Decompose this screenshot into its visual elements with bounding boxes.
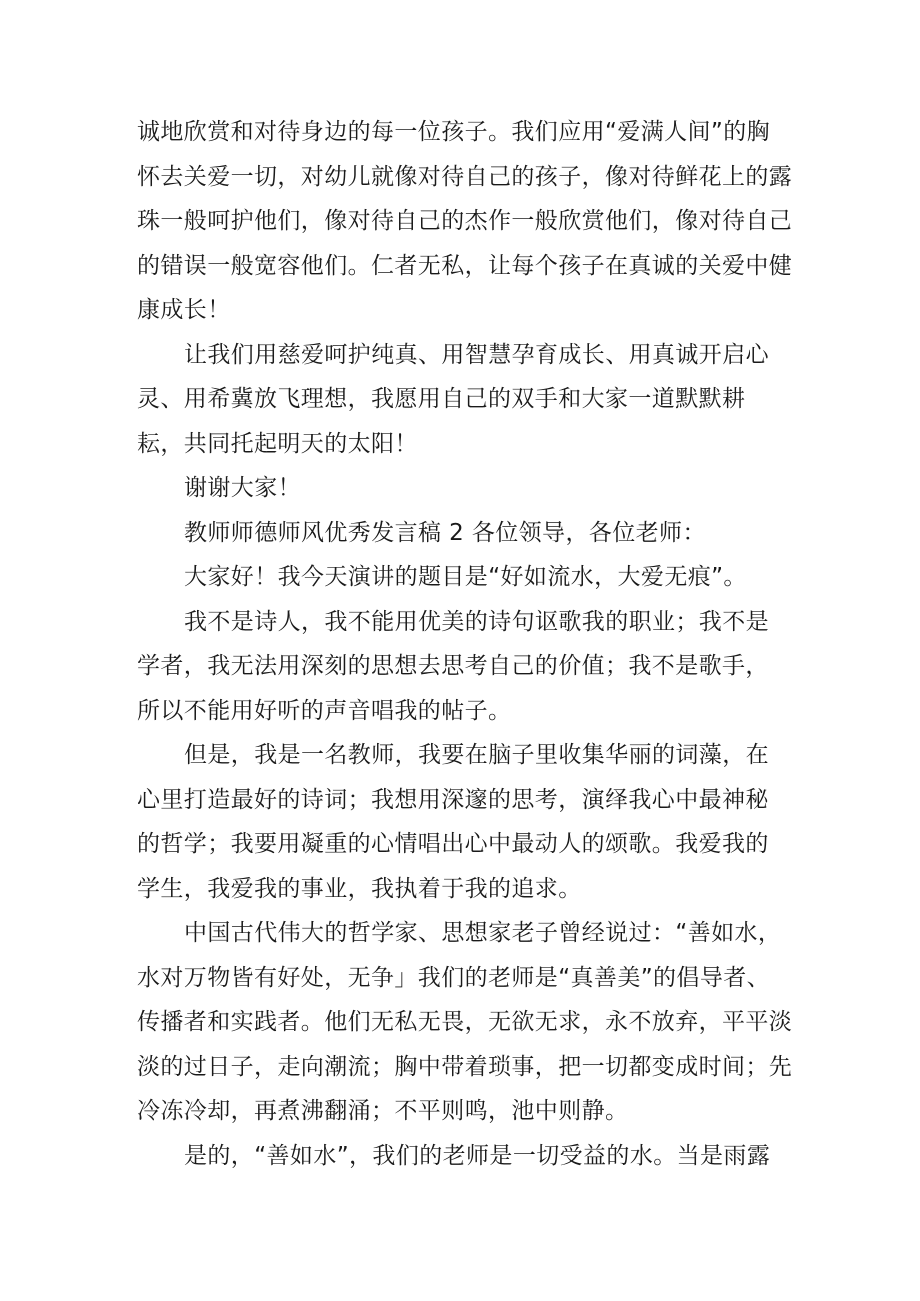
text-line: 是的，“善如水”，我们的老师是一切受益的水。当是雨露 xyxy=(184,1143,771,1169)
text-line: 耘，共同托起明天的太阳！ xyxy=(137,431,418,457)
text-line: 教师师德师风优秀发言稿 2 各位领导，各位老师： xyxy=(184,520,706,546)
text-line: 冷冻冷却，再煮沸翻涌；不平则鸣，池中则静。 xyxy=(137,1098,629,1124)
text-line: 诚地欣赏和对待身边的每一位孩子。我们应用“爱满人间”的胸 xyxy=(137,119,771,145)
text-line: 的错误一般宽容他们。仁者无私，让每个孩子在真诚的关爱中健 xyxy=(137,253,793,279)
text-line: 让我们用慈爱呵护纯真、用智慧孕育成长、用真诚开启心 xyxy=(184,342,769,368)
text-line: 学生，我爱我的事业，我执着于我的追求。 xyxy=(137,876,582,902)
text-line: 珠一般呵护他们，像对待自己的杰作一般欣赏他们，像对待自己 xyxy=(137,208,793,234)
text-line: 传播者和实践者。他们无私无畏，无欲无求，永不放弃，平平淡 xyxy=(137,1009,793,1035)
text-line: 所以不能用好听的声音唱我的帖子。 xyxy=(137,698,512,724)
text-line: 灵、用希冀放飞理想，我愿用自己的双手和大家一道默默耕 xyxy=(137,386,746,412)
text-line: 淡的过日子，走向潮流；胸中带着琐事，把一切都变成时间；先 xyxy=(137,1054,793,1080)
text-line: 水对万物皆有好处，无争」我们的老师是“真善美”的倡导者、 xyxy=(137,965,771,991)
text-line: 心里打造最好的诗词；我想用深邃的思考，演绎我心中最神秘 xyxy=(137,787,769,813)
text-line: 我不是诗人，我不能用优美的诗句讴歌我的职业；我不是 xyxy=(184,609,769,635)
text-line: 大家好！我今天演讲的题目是“好如流水，大爱无痕”。 xyxy=(184,564,747,590)
text-line: 中国古代伟大的哲学家、思想家老子曾经说过：“善如水， xyxy=(184,920,782,946)
text-line: 但是，我是一名教师，我要在脑子里收集华丽的词藻，在 xyxy=(184,742,769,768)
text-line: 谢谢大家！ xyxy=(184,475,301,501)
text-line: 康成长！ xyxy=(137,297,231,323)
text-line: 的哲学；我要用凝重的心情唱出心中最动人的颂歌。我爱我的 xyxy=(137,831,769,857)
text-line: 学者，我无法用深刻的思想去思考自己的价值；我不是歌手， xyxy=(137,653,769,679)
text-line: 怀去关爱一切，对幼儿就像对待自己的孩子，像对待鲜花上的露 xyxy=(137,164,793,190)
